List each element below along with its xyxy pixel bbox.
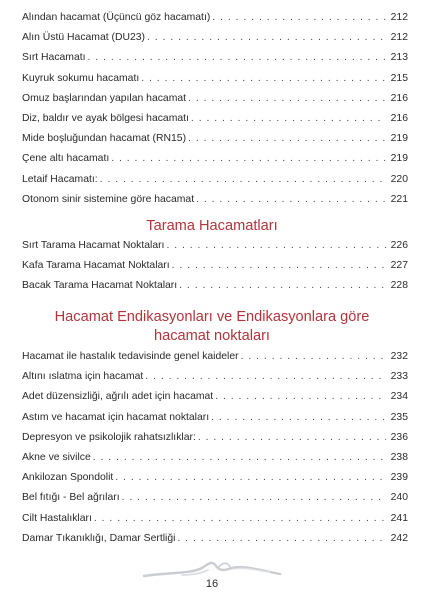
toc-entry-title: Hacamat ile hastalık tedavisinde genel kaideler xyxy=(22,351,239,362)
toc-entry xyxy=(22,488,408,508)
toc-entry-title: Ankilozan Spondolit xyxy=(22,472,114,484)
dot-leader xyxy=(198,428,386,448)
dot-leader xyxy=(188,129,386,149)
toc-entry-title: Astım ve hacamat için hacamat noktaları xyxy=(22,411,210,423)
toc-entry xyxy=(22,109,408,129)
toc-entry-page-number: 219 xyxy=(390,153,408,165)
toc-entry-page-number: 226 xyxy=(390,240,408,251)
toc-entry xyxy=(22,387,408,407)
dot-leader xyxy=(215,387,386,407)
dot-leader xyxy=(94,509,386,529)
toc-entry-title: Omuz başlarından yapılan hacamat xyxy=(22,92,187,104)
toc-entry xyxy=(22,428,408,448)
dot-leader xyxy=(188,89,386,109)
toc-entry-title: Diz, baldır ve ayak bölgesi hacamatı xyxy=(22,112,189,124)
toc-entry-page-number: 221 xyxy=(390,193,408,205)
toc-entry-page-number: 216 xyxy=(390,112,408,124)
dot-leader xyxy=(196,190,386,210)
toc-entry-title: Letaif Hacamatı: xyxy=(22,173,98,185)
toc-entry xyxy=(22,69,408,89)
toc-entry-page-number: 233 xyxy=(390,371,408,383)
toc-entry-page-number: 240 xyxy=(390,492,408,504)
dot-leader xyxy=(122,488,386,508)
toc-entry xyxy=(22,89,408,109)
dot-leader xyxy=(172,256,386,276)
dot-leader xyxy=(115,468,386,488)
toc-entry-page-number: 242 xyxy=(390,532,408,544)
toc-entry-page-number: 227 xyxy=(390,260,408,272)
toc-entry-title: Bel fıtığı - Bel ağrıları xyxy=(22,492,120,504)
toc-entry xyxy=(22,529,408,549)
toc-entry-title: Akne ve sivilce xyxy=(22,451,91,463)
toc-entry xyxy=(22,170,408,190)
toc-entry xyxy=(22,236,408,256)
toc-entry xyxy=(22,408,408,428)
toc-entry xyxy=(22,468,408,488)
toc-entry xyxy=(22,256,408,276)
toc-entry-title: Depresyon ve psikolojik rahatsızlıklar: xyxy=(22,431,196,443)
toc-entry xyxy=(22,276,408,296)
toc-entry-page-number: 228 xyxy=(390,280,408,292)
toc-entry-page-number: 234 xyxy=(390,391,408,403)
toc-section-3 xyxy=(22,347,408,549)
toc-section-1 xyxy=(22,8,408,210)
toc-entry-page-number: 241 xyxy=(390,512,408,524)
section-heading-endikasyonlar-line2: hacamat noktaları xyxy=(153,328,270,344)
toc-entry-title: Otonom sinir sistemine göre hacamat xyxy=(22,193,195,205)
dot-leader xyxy=(179,276,386,296)
toc-entry-title: Kuyruk sokumu hacamatı xyxy=(22,72,140,84)
toc-entry-page-number: 215 xyxy=(390,72,408,84)
toc-entry-title: Altını ıslatma için hacamat xyxy=(22,371,144,383)
dot-leader xyxy=(211,408,386,428)
dot-leader xyxy=(241,347,386,367)
toc-entry-page-number: 220 xyxy=(390,173,408,185)
dot-leader xyxy=(93,448,386,468)
dot-leader xyxy=(212,8,386,28)
dot-leader xyxy=(111,149,386,169)
toc-entry xyxy=(22,367,408,387)
toc-entry-title: Adet düzensizliği, ağrılı adet için hacamat xyxy=(22,391,214,403)
dot-leader xyxy=(191,109,386,129)
toc-entry xyxy=(22,448,408,468)
toc-entry xyxy=(22,347,408,367)
toc-entry xyxy=(22,149,408,169)
toc-entry-title: Kafa Tarama Hacamat Noktaları xyxy=(22,260,170,272)
toc-entry-page-number: 213 xyxy=(390,52,408,64)
page-number: 16 xyxy=(205,578,219,590)
toc-entry xyxy=(22,48,408,68)
toc-entry-title: Alından hacamat (Üçüncü göz hacamatı) xyxy=(22,12,211,23)
dot-leader xyxy=(141,69,386,89)
toc-entry-page-number: 232 xyxy=(390,351,408,362)
toc-entry-page-number: 236 xyxy=(390,431,408,443)
dot-leader xyxy=(145,367,386,387)
toc-entry-title: Alın Üstü Hacamat (DU23) xyxy=(22,32,145,44)
section-heading-tarama: Tarama Hacamatları xyxy=(146,218,278,234)
toc-entry xyxy=(22,190,408,210)
toc-entry-title: Çene altı hacamatı xyxy=(22,153,110,165)
toc-entry-page-number: 212 xyxy=(390,12,408,23)
toc-entry xyxy=(22,28,408,48)
toc-entry-title: Damar Tıkanıklığı, Damar Sertliği xyxy=(22,532,176,544)
toc-entry-title: Sırt Tarama Hacamat Noktaları xyxy=(22,240,165,251)
toc-entry xyxy=(22,509,408,529)
dot-leader xyxy=(88,48,386,68)
dot-leader xyxy=(147,28,386,48)
toc-entry-page-number: 216 xyxy=(390,92,408,104)
dot-leader xyxy=(166,236,386,256)
toc-entry-title: Bacak Tarama Hacamat Noktaları xyxy=(22,280,178,292)
toc-entry xyxy=(22,8,408,28)
toc-entry-title: Cilt Hastalıkları xyxy=(22,512,92,524)
toc-entry-title: Sırt Hacamatı xyxy=(22,52,86,64)
toc-entry-page-number: 219 xyxy=(390,133,408,145)
toc-entry-page-number: 235 xyxy=(390,411,408,423)
toc-entry-title: Mide boşluğundan hacamat (RN15) xyxy=(22,133,187,145)
toc-entry xyxy=(22,129,408,149)
section-heading-endikasyonlar-line1: Hacamat Endikasyonları ve Endikasyonlara göre xyxy=(54,309,370,325)
toc-entry-page-number: 239 xyxy=(390,472,408,484)
toc-entry-page-number: 212 xyxy=(390,32,408,44)
dot-leader xyxy=(100,170,386,190)
toc-entry-page-number: 238 xyxy=(390,451,408,463)
toc-section-2 xyxy=(22,236,408,297)
dot-leader xyxy=(177,529,386,549)
